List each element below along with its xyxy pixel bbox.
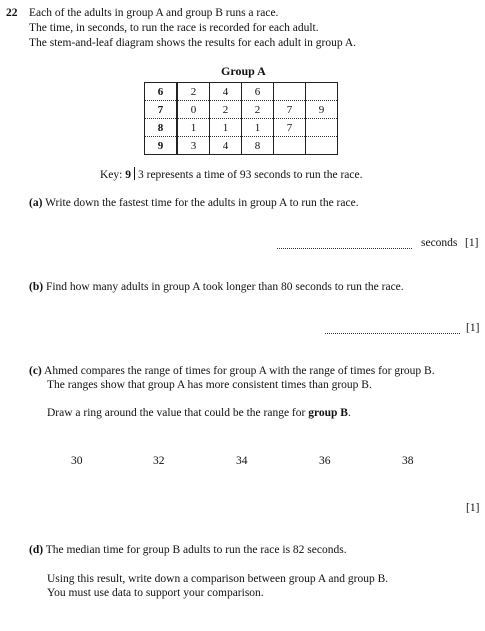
part-c-line-2: The ranges show that group A has more consistent times than group B. bbox=[47, 379, 372, 391]
leaf-cell: 1 bbox=[177, 119, 210, 137]
stem-row-9 bbox=[145, 137, 338, 155]
part-d-text: The median time for group B adults to run the race is 82 seconds. bbox=[45, 544, 347, 556]
part-d-label: (d) bbox=[29, 544, 44, 556]
range-option[interactable]: 34 bbox=[236, 455, 248, 467]
diagram-key bbox=[100, 167, 362, 181]
leaf-cell: 4 bbox=[210, 137, 242, 155]
intro-line-2: The time, in seconds, to run the race is recorded for each adult. bbox=[29, 22, 319, 34]
part-d-question bbox=[29, 544, 347, 556]
part-c-marks: [1] bbox=[466, 502, 480, 514]
leaf-cell: 6 bbox=[242, 83, 274, 101]
leaf-cell: 9 bbox=[306, 101, 338, 119]
part-b-text: Find how many adults in group A took longer than 80 seconds to run the race. bbox=[45, 281, 404, 293]
part-d-line-2: Using this result, write down a comparison between group A and group B. bbox=[47, 573, 389, 585]
key-leaf: 3 bbox=[137, 169, 144, 181]
leaf-cell: 0 bbox=[177, 101, 210, 119]
stem-row-8 bbox=[145, 119, 338, 137]
leaf-cell bbox=[306, 83, 338, 101]
part-c-instruction-bold: group B bbox=[308, 407, 348, 419]
range-option[interactable]: 38 bbox=[402, 455, 414, 467]
leaf-cell: 3 bbox=[177, 137, 210, 155]
part-c-instruction bbox=[47, 407, 351, 419]
leaf-cell: 8 bbox=[242, 137, 274, 155]
key-divider bbox=[134, 167, 135, 180]
leaf-cell bbox=[306, 119, 338, 137]
part-a-marks: [1] bbox=[465, 237, 479, 249]
leaf-cell: 2 bbox=[177, 83, 210, 101]
stem-cell: 9 bbox=[145, 137, 178, 155]
key-label: Key: bbox=[100, 169, 123, 181]
range-option[interactable]: 30 bbox=[71, 455, 83, 467]
leaf-cell bbox=[274, 83, 306, 101]
part-b-marks: [1] bbox=[466, 322, 480, 334]
range-option[interactable]: 36 bbox=[319, 455, 331, 467]
leaf-cell: 1 bbox=[242, 119, 274, 137]
intro-line-3: The stem-and-leaf diagram shows the results for each adult in group A. bbox=[29, 37, 357, 49]
stem-row-7 bbox=[145, 101, 338, 119]
intro-line-1: Each of the adults in group A and group B runs a race. bbox=[29, 7, 279, 19]
part-c-question bbox=[29, 365, 435, 377]
part-b-answer-line[interactable] bbox=[325, 333, 460, 334]
leaf-cell: 4 bbox=[210, 83, 242, 101]
stem-row-6 bbox=[145, 83, 338, 101]
stem-cell: 8 bbox=[145, 119, 178, 137]
key-text: represents a time of 93 seconds to run the race. bbox=[146, 169, 363, 181]
stem-cell: 7 bbox=[145, 101, 178, 119]
leaf-cell: 2 bbox=[210, 101, 242, 119]
part-c-instruction-text: Draw a ring around the value that could be the range for bbox=[47, 407, 306, 419]
leaf-cell: 7 bbox=[274, 119, 306, 137]
stem-leaf-diagram bbox=[144, 82, 338, 155]
part-a-text: Write down the fastest time for the adults in group A to run the race. bbox=[45, 197, 359, 209]
question-number: 22 bbox=[6, 7, 18, 19]
part-b-label: (b) bbox=[29, 281, 44, 293]
part-a-answer-line[interactable] bbox=[277, 248, 412, 249]
part-a-label: (a) bbox=[29, 197, 43, 209]
part-d-line-3: You must use data to support your comparison. bbox=[47, 587, 264, 599]
leaf-cell: 2 bbox=[242, 101, 274, 119]
part-c-label: (c) bbox=[29, 365, 42, 377]
diagram-title: Group A bbox=[221, 64, 266, 78]
leaf-cell bbox=[306, 137, 338, 155]
key-stem: 9 bbox=[125, 169, 131, 181]
range-option[interactable]: 32 bbox=[153, 455, 165, 467]
part-c-instruction-end: . bbox=[347, 407, 351, 419]
part-a-unit: seconds bbox=[421, 237, 458, 249]
leaf-cell: 7 bbox=[274, 101, 306, 119]
part-b-question bbox=[29, 281, 404, 293]
leaf-cell: 1 bbox=[210, 119, 242, 137]
part-c-line-1: Ahmed compares the range of times for group A with the range of times for group B. bbox=[44, 365, 435, 377]
stem-cell: 6 bbox=[145, 83, 178, 101]
leaf-cell bbox=[274, 137, 306, 155]
part-a-question bbox=[29, 197, 359, 209]
